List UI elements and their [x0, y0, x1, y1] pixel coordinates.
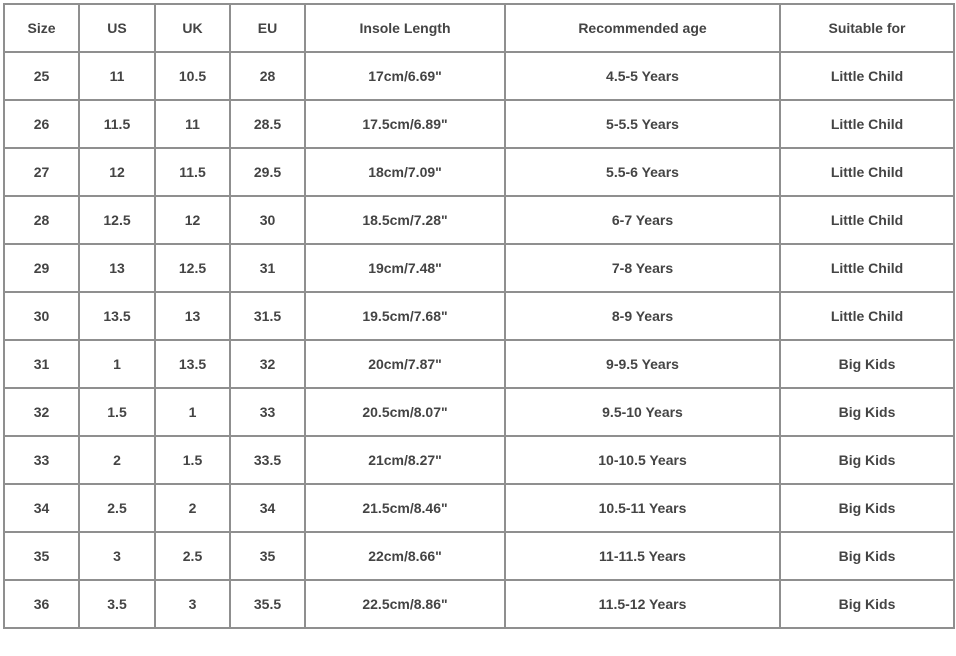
recommended-age-cell: 10.5-11 Years	[505, 484, 780, 532]
table-row	[4, 148, 954, 196]
us-cell: 3	[79, 532, 155, 580]
recommended-age-cell: 4.5-5 Years	[505, 52, 780, 100]
uk-cell: 12	[155, 196, 230, 244]
eu-cell: 28.5	[230, 100, 305, 148]
recommended-age-cell: 6-7 Years	[505, 196, 780, 244]
eu-cell: 35.5	[230, 580, 305, 628]
header-eu: EU	[230, 4, 305, 52]
suitable-for-cell: Big Kids	[780, 340, 954, 388]
eu-cell: 31	[230, 244, 305, 292]
size-cell: 30	[4, 292, 79, 340]
size-cell: 27	[4, 148, 79, 196]
header-insole-length: Insole Length	[305, 4, 505, 52]
suitable-for-cell: Big Kids	[780, 484, 954, 532]
uk-cell: 3	[155, 580, 230, 628]
uk-cell: 13.5	[155, 340, 230, 388]
header-us: US	[79, 4, 155, 52]
eu-cell: 32	[230, 340, 305, 388]
eu-cell: 35	[230, 532, 305, 580]
us-cell: 1	[79, 340, 155, 388]
table-row	[4, 436, 954, 484]
suitable-for-cell: Big Kids	[780, 580, 954, 628]
suitable-for-cell: Little Child	[780, 196, 954, 244]
us-cell: 2	[79, 436, 155, 484]
uk-cell: 11	[155, 100, 230, 148]
recommended-age-cell: 9.5-10 Years	[505, 388, 780, 436]
header-row	[4, 4, 954, 52]
insole-length-cell: 20.5cm/8.07"	[305, 388, 505, 436]
header-suitable-for: Suitable for	[780, 4, 954, 52]
size-cell: 36	[4, 580, 79, 628]
recommended-age-cell: 11.5-12 Years	[505, 580, 780, 628]
eu-cell: 33.5	[230, 436, 305, 484]
uk-cell: 2.5	[155, 532, 230, 580]
eu-cell: 31.5	[230, 292, 305, 340]
table-row	[4, 292, 954, 340]
insole-length-cell: 21.5cm/8.46"	[305, 484, 505, 532]
eu-cell: 33	[230, 388, 305, 436]
recommended-age-cell: 10-10.5 Years	[505, 436, 780, 484]
header-recommended-age: Recommended age	[505, 4, 780, 52]
us-cell: 12	[79, 148, 155, 196]
recommended-age-cell: 5.5-6 Years	[505, 148, 780, 196]
uk-cell: 11.5	[155, 148, 230, 196]
eu-cell: 28	[230, 52, 305, 100]
suitable-for-cell: Little Child	[780, 52, 954, 100]
recommended-age-cell: 11-11.5 Years	[505, 532, 780, 580]
us-cell: 3.5	[79, 580, 155, 628]
insole-length-cell: 18cm/7.09"	[305, 148, 505, 196]
table-row	[4, 52, 954, 100]
insole-length-cell: 22.5cm/8.86"	[305, 580, 505, 628]
uk-cell: 10.5	[155, 52, 230, 100]
size-cell: 34	[4, 484, 79, 532]
recommended-age-cell: 7-8 Years	[505, 244, 780, 292]
table-row	[4, 100, 954, 148]
eu-cell: 34	[230, 484, 305, 532]
us-cell: 11.5	[79, 100, 155, 148]
table-row	[4, 196, 954, 244]
eu-cell: 29.5	[230, 148, 305, 196]
size-cell: 32	[4, 388, 79, 436]
insole-length-cell: 17cm/6.69"	[305, 52, 505, 100]
insole-length-cell: 20cm/7.87"	[305, 340, 505, 388]
us-cell: 13	[79, 244, 155, 292]
uk-cell: 1	[155, 388, 230, 436]
size-cell: 28	[4, 196, 79, 244]
size-cell: 33	[4, 436, 79, 484]
size-cell: 25	[4, 52, 79, 100]
suitable-for-cell: Little Child	[780, 292, 954, 340]
recommended-age-cell: 9-9.5 Years	[505, 340, 780, 388]
eu-cell: 30	[230, 196, 305, 244]
suitable-for-cell: Little Child	[780, 244, 954, 292]
table-row	[4, 484, 954, 532]
size-chart-body	[4, 52, 954, 628]
uk-cell: 2	[155, 484, 230, 532]
table-row	[4, 244, 954, 292]
table-row	[4, 580, 954, 628]
uk-cell: 12.5	[155, 244, 230, 292]
insole-length-cell: 21cm/8.27"	[305, 436, 505, 484]
suitable-for-cell: Big Kids	[780, 388, 954, 436]
table-row	[4, 532, 954, 580]
recommended-age-cell: 8-9 Years	[505, 292, 780, 340]
table-row	[4, 340, 954, 388]
insole-length-cell: 17.5cm/6.89"	[305, 100, 505, 148]
size-cell: 29	[4, 244, 79, 292]
insole-length-cell: 22cm/8.66"	[305, 532, 505, 580]
uk-cell: 13	[155, 292, 230, 340]
header-uk: UK	[155, 4, 230, 52]
table-row	[4, 388, 954, 436]
size-cell: 31	[4, 340, 79, 388]
header-size: Size	[4, 4, 79, 52]
us-cell: 11	[79, 52, 155, 100]
uk-cell: 1.5	[155, 436, 230, 484]
us-cell: 1.5	[79, 388, 155, 436]
suitable-for-cell: Little Child	[780, 100, 954, 148]
size-cell: 35	[4, 532, 79, 580]
size-cell: 26	[4, 100, 79, 148]
insole-length-cell: 18.5cm/7.28"	[305, 196, 505, 244]
us-cell: 12.5	[79, 196, 155, 244]
suitable-for-cell: Big Kids	[780, 436, 954, 484]
recommended-age-cell: 5-5.5 Years	[505, 100, 780, 148]
insole-length-cell: 19cm/7.48"	[305, 244, 505, 292]
suitable-for-cell: Little Child	[780, 148, 954, 196]
size-chart-table	[3, 3, 955, 629]
insole-length-cell: 19.5cm/7.68"	[305, 292, 505, 340]
suitable-for-cell: Big Kids	[780, 532, 954, 580]
us-cell: 13.5	[79, 292, 155, 340]
us-cell: 2.5	[79, 484, 155, 532]
